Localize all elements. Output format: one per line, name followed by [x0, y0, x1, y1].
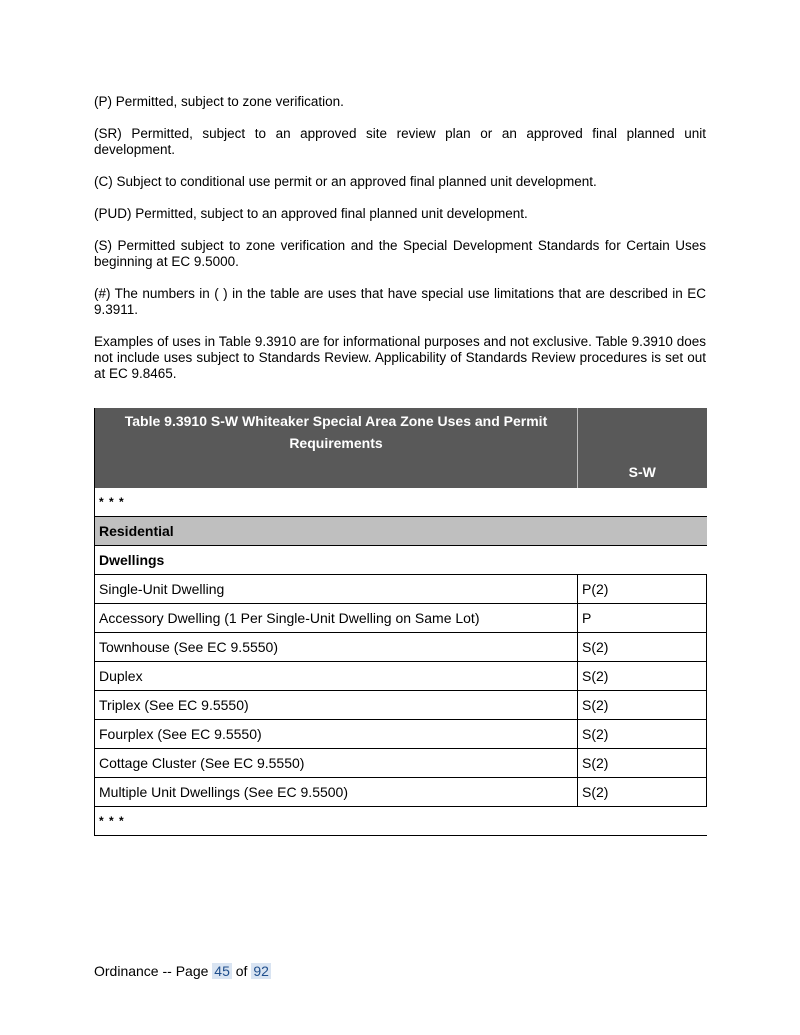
- permit-cell: S(2): [578, 662, 707, 691]
- use-cell: Townhouse (See EC 9.5550): [95, 633, 578, 662]
- permit-cell: S(2): [578, 633, 707, 662]
- use-cell: Single-Unit Dwelling: [95, 575, 578, 604]
- legend-paragraphs: [94, 94, 706, 398]
- ellipsis-row-bottom: [95, 807, 707, 836]
- use-cell: Triplex (See EC 9.5550): [95, 691, 578, 720]
- zone-column-header: S-W: [578, 408, 707, 488]
- use-cell: Fourplex (See EC 9.5550): [95, 720, 578, 749]
- ellipsis-top: * * *: [95, 488, 707, 517]
- subcategory-row: [95, 546, 707, 575]
- page-number: 45: [214, 963, 230, 979]
- table-row: [95, 720, 707, 749]
- permit-cell: P: [578, 604, 707, 633]
- table-header-row: [95, 408, 707, 488]
- ellipsis-row-top: [95, 488, 707, 517]
- use-cell: Cottage Cluster (See EC 9.5550): [95, 749, 578, 778]
- table-row: [95, 662, 707, 691]
- page-footer: [94, 963, 271, 979]
- subcategory-label: Dwellings: [95, 546, 707, 575]
- paragraph-s: (S) Permitted subject to zone verification and the Special Development Standards for Certain Uses beginning at EC 9.5000.: [94, 238, 706, 269]
- category-label: Residential: [95, 517, 707, 546]
- table-row: [95, 691, 707, 720]
- paragraph-c: (C) Subject to conditional use permit or an approved final planned unit development.: [94, 174, 597, 189]
- permit-cell: S(2): [578, 720, 707, 749]
- use-cell: Accessory Dwelling (1 Per Single-Unit Dwelling on Same Lot): [95, 604, 578, 633]
- table-title: Table 9.3910 S-W Whiteaker Special Area Zone Uses and Permit Requirements: [95, 408, 578, 488]
- permit-cell: S(2): [578, 691, 707, 720]
- paragraph-pud: (PUD) Permitted, subject to an approved final planned unit development.: [94, 206, 528, 221]
- uses-table: [94, 408, 707, 836]
- paragraph-examples: Examples of uses in Table 9.3910 are for informational purposes and not exclusive. Table 9.3910 does not include uses subject to Standards Review. Applicability of Standards Review procedures is set out at EC 9.8465.: [94, 334, 706, 381]
- category-row: [95, 517, 707, 546]
- table-row: [95, 778, 707, 807]
- footer-of: of: [235, 963, 248, 979]
- page-total: 92: [253, 963, 269, 979]
- use-cell: Multiple Unit Dwellings (See EC 9.5500): [95, 778, 578, 807]
- table-row: [95, 633, 707, 662]
- paragraph-numbers: (#) The numbers in ( ) in the table are uses that have special use limitations that are described in EC 9.3911.: [94, 286, 706, 317]
- table-row: [95, 749, 707, 778]
- ellipsis-bottom: * * *: [95, 807, 707, 836]
- table-row: [95, 604, 707, 633]
- footer-prefix: Ordinance -- Page: [94, 963, 209, 979]
- use-cell: Duplex: [95, 662, 578, 691]
- table-row: [95, 575, 707, 604]
- paragraph-p: (P) Permitted, subject to zone verification.: [94, 94, 344, 109]
- permit-cell: P(2): [578, 575, 707, 604]
- permit-cell: S(2): [578, 749, 707, 778]
- paragraph-sr: (SR) Permitted, subject to an approved site review plan or an approved final planned unit development.: [94, 126, 706, 157]
- permit-cell: S(2): [578, 778, 707, 807]
